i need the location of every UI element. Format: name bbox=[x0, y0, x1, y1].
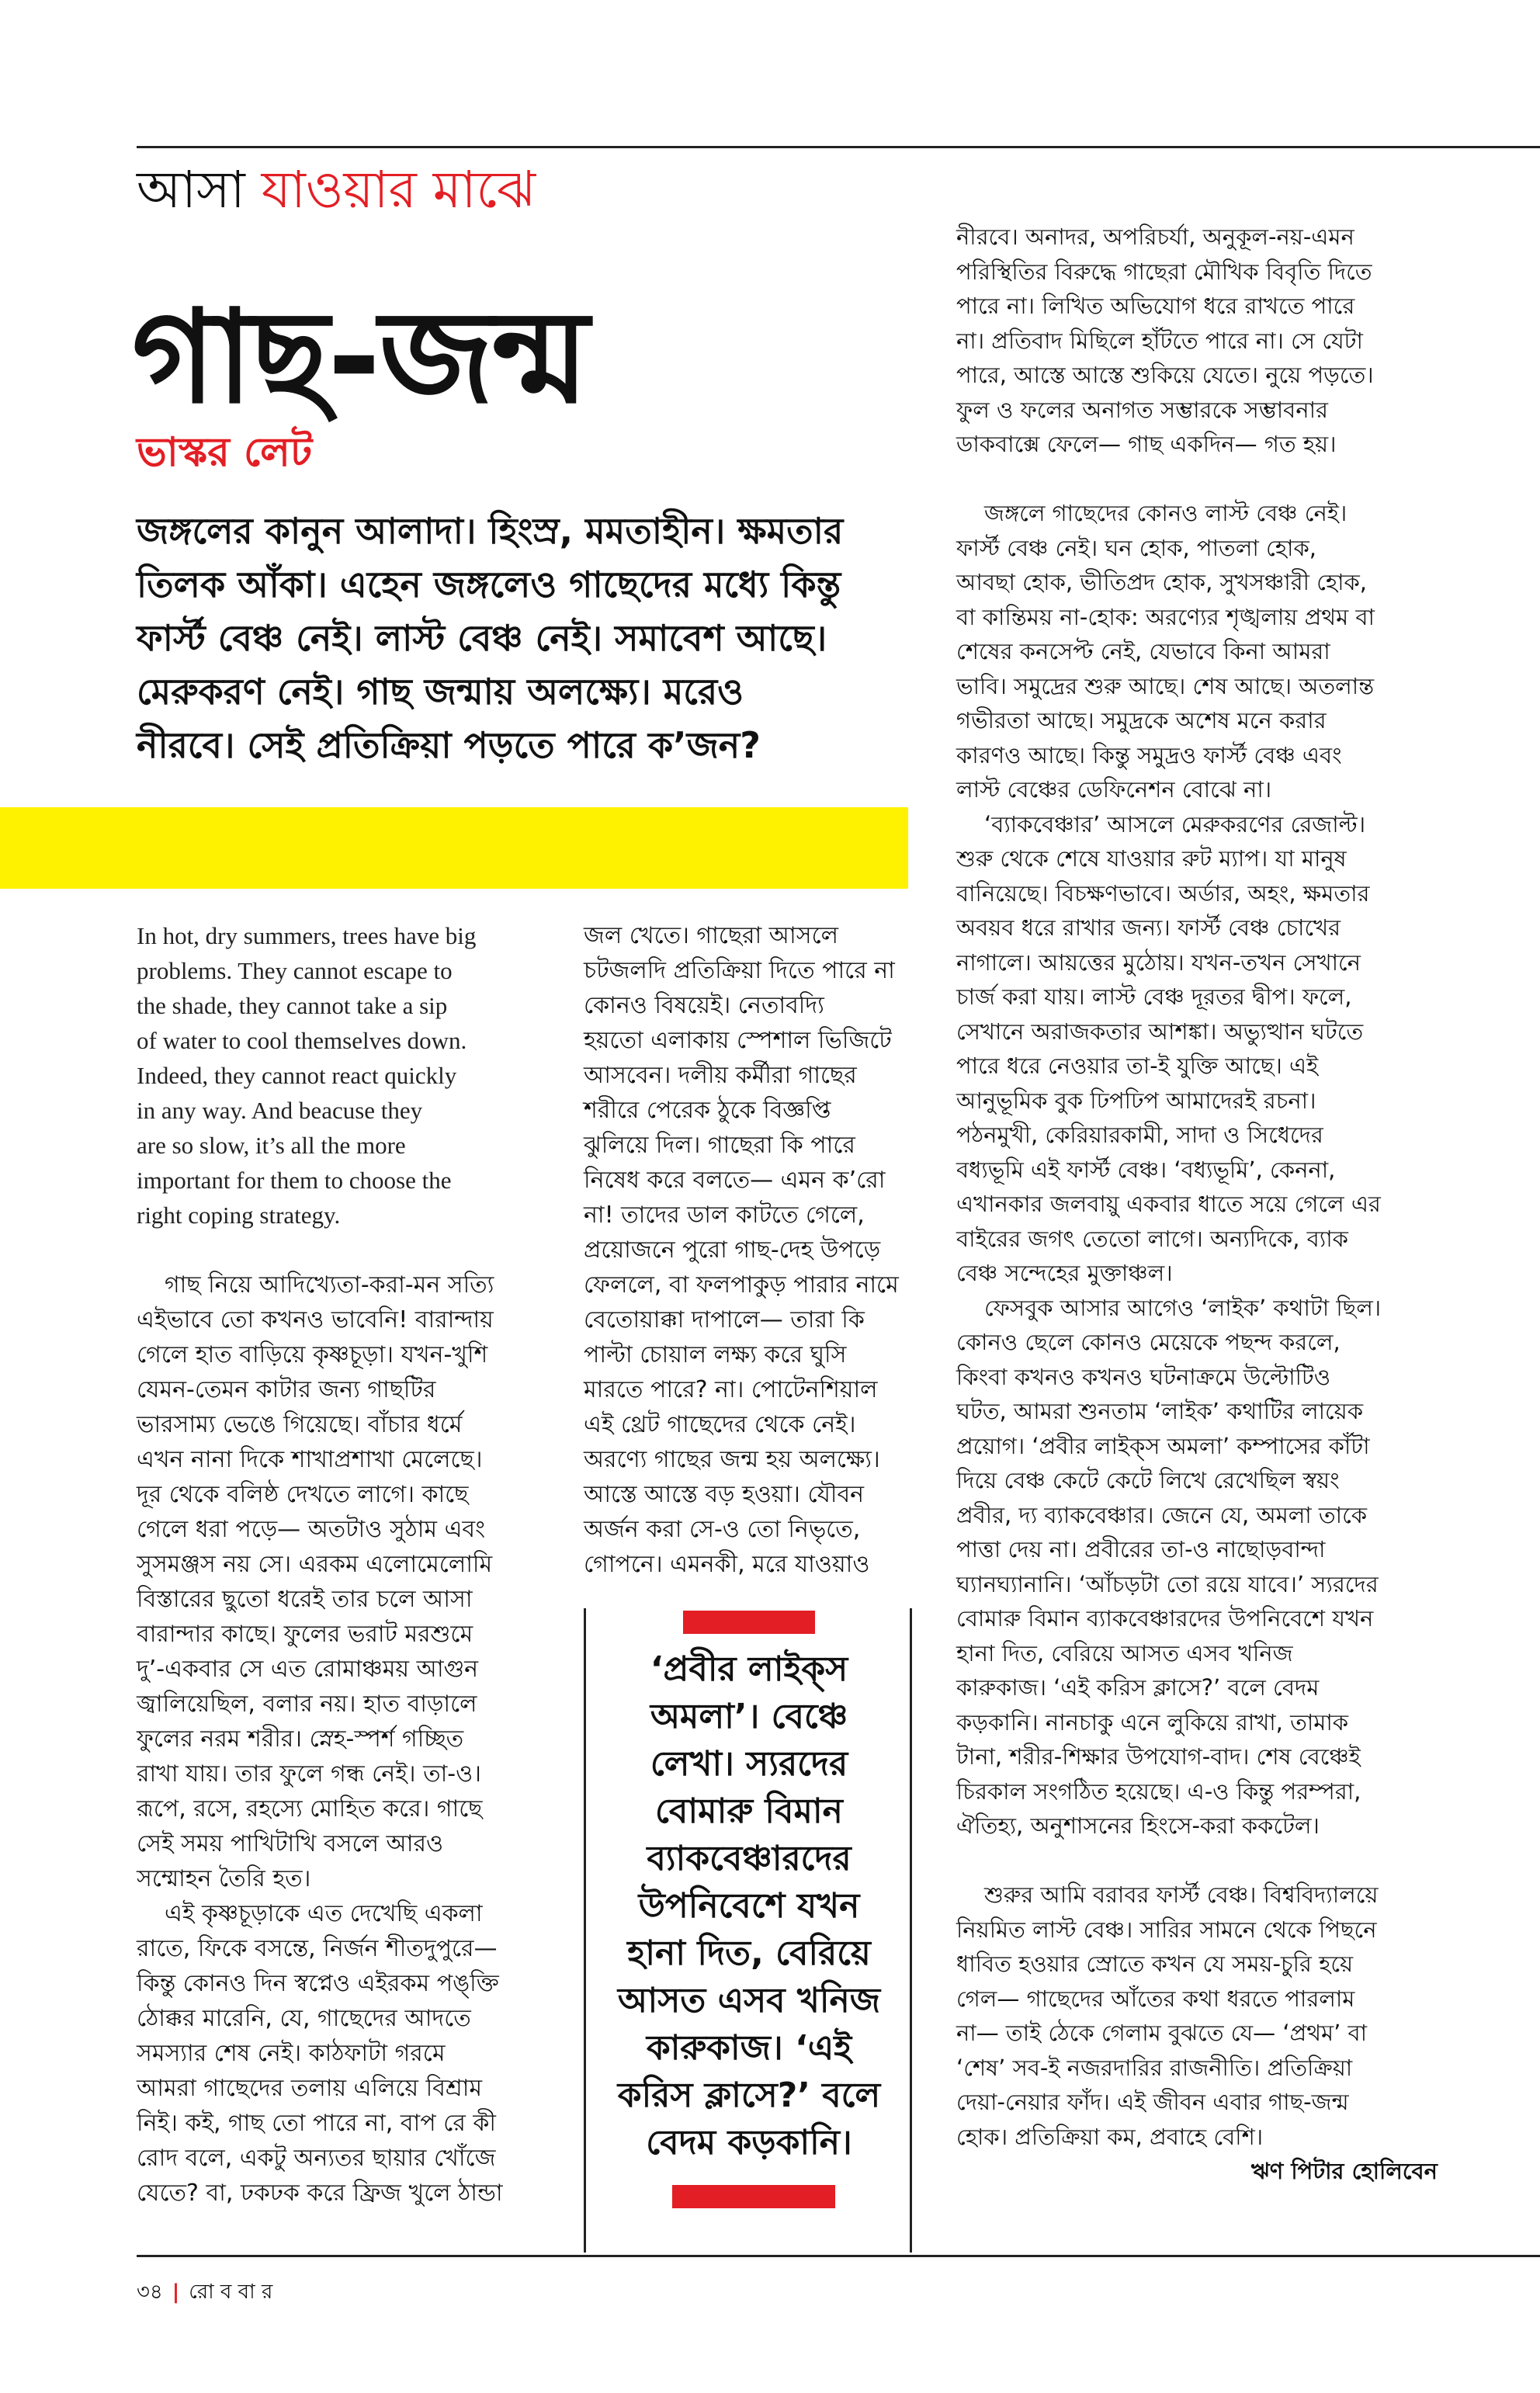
paragraph-line: এইভাবে তো কখনও ভাবেনি! বারান্দায় bbox=[137, 1306, 494, 1333]
pull-quote-line: লেখা। স্যরদের bbox=[650, 1744, 848, 1784]
paragraph-line: নিষেধ করে বলতে— এমন ক’রো bbox=[584, 1167, 886, 1194]
paragraph-line: ‘ব্যাকবেঞ্চার’ আসলে মেরুকরণের রেজাল্ট। bbox=[984, 810, 1366, 838]
page-number: ৩৪ bbox=[137, 2280, 163, 2304]
paragraph-line: পারে ধরে নেওয়ার তা-ই যুক্তি আছে। এই bbox=[956, 1053, 1319, 1079]
pull-quote-line: হানা দিত, বেরিয়ে bbox=[627, 1933, 871, 1973]
paragraph-line: দূর থেকে বলিষ্ঠ দেখতে লাগে। কাছে bbox=[137, 1481, 469, 1508]
pull-quote-bottom-bar bbox=[672, 2185, 835, 2208]
section-label bbox=[137, 155, 536, 225]
paragraph-line: কারুকাজ। ‘এই করিস ক্লাসে?’ বলে বেদম bbox=[956, 1674, 1320, 1701]
paragraph-line: আসবেন। দলীয় কর্মীরা গাছের bbox=[584, 1062, 857, 1089]
paragraph-gap bbox=[956, 1843, 1438, 1878]
article-title: গাছ-জন্ম bbox=[132, 283, 588, 432]
paragraph-line: গেলে হাত বাড়িয়ে কৃষ্ণচূড়া। যখন-খুশি bbox=[137, 1341, 488, 1368]
pull-quote-line: কারুকাজ। ‘এই bbox=[646, 2028, 852, 2068]
paragraph-line: সেখানে অরাজকতার আশঙ্কা। অভ্যুত্থান ঘটতে bbox=[956, 1018, 1364, 1045]
paragraph-line: কোনও ছেলে কোনও মেয়েকে পছন্দ করলে, bbox=[956, 1329, 1341, 1355]
body-column-middle bbox=[584, 918, 910, 1582]
paragraph-line: বোমারু বিমান ব্যাকবেঞ্চারদের উপনিবেশে যখন bbox=[956, 1605, 1374, 1632]
pull-quote-line: অমলা’। বেঞ্চে bbox=[650, 1697, 848, 1736]
paragraph-line: কোনও বিষয়েই। নেতাবদ্যি bbox=[584, 992, 824, 1019]
paragraph-line: ডাকবাক্সে ফেলে— গাছ একদিন— গত হয়। bbox=[956, 431, 1337, 457]
section-label-black: আসা bbox=[137, 160, 245, 220]
paragraph-line: ঘটত, আমরা শুনতাম ‘লাইক’ কথাটির লায়েক bbox=[956, 1398, 1364, 1424]
paragraph-line: গোপনে। এমনকী, মরে যাওয়াও bbox=[584, 1551, 870, 1578]
standfirst bbox=[137, 505, 913, 772]
paragraph-line: গেলে ধরা পড়ে— অতটাও সুঠাম এবং bbox=[137, 1516, 486, 1543]
paragraph-line: বা কান্তিময় না-হোক: অরণ্যের শৃঙ্খলায় প্রথম বা bbox=[956, 603, 1375, 630]
paragraph-line: দিয়ে বেঞ্চ কেটে কেটে লিখে রেখেছিল স্বয়ং bbox=[956, 1467, 1340, 1493]
paragraph-line: শরীরে পেরেক ঠুকে বিজ্ঞপ্তি bbox=[584, 1097, 831, 1124]
paragraph-line: ফেসবুক আসার আগেও ‘লাইক’ কথাটা ছিল। bbox=[984, 1294, 1382, 1321]
paragraph-line: বেঞ্চ সন্দেহের মুক্তাঞ্চল। bbox=[956, 1260, 1173, 1286]
epigraph-line: problems. They cannot escape to bbox=[137, 957, 453, 984]
paragraph-line: জ্বালিয়েছিল, বলার নয়। হাত বাড়ালে bbox=[137, 1691, 477, 1718]
epigraph-line: right coping strategy. bbox=[137, 1202, 341, 1229]
paragraph-line: ঐতিহ্য, অনুশাসনের হিংসে-করা ককটেল। bbox=[956, 1812, 1320, 1839]
pull-quote-line: করিস ক্লাসে?’ বলে bbox=[617, 2076, 881, 2115]
pull-quote-line: উপনিবেশে যখন bbox=[638, 1886, 860, 1926]
epigraph-line: are so slow, it’s all the more bbox=[137, 1132, 406, 1159]
epigraph-line: of water to cool themselves down. bbox=[137, 1027, 467, 1054]
paragraph-line: দেয়া-নেয়ার ফাঁদ। এই জীবন এবার গাছ-জন্ম bbox=[956, 2089, 1349, 2115]
paragraph-line: অবয়ব ধরে রাখার জন্য। ফার্স্ট বেঞ্চ চোখের bbox=[956, 914, 1341, 941]
page-footer bbox=[137, 2278, 272, 2306]
paragraph-line: ফেললে, বা ফলপাকুড় পারার নামে bbox=[584, 1271, 899, 1299]
paragraph-line: সমস্যার শেষ নেই। কাঠফাটা গরমে bbox=[137, 2040, 446, 2067]
paragraph-line: চার্জ করা যায়। লাস্ট বেঞ্চ দূরতর দ্বীপ। ফলে, bbox=[956, 983, 1352, 1010]
paragraph-line: চিরকাল সংগঠিত হয়েছে। এ-ও কিন্তু পরম্পরা, bbox=[956, 1777, 1361, 1805]
paragraph-line: বিস্তারের ছুতো ধরেই তার চলে আসা bbox=[137, 1586, 473, 1613]
paragraph-line: পাল্টা চোয়াল লক্ষ্য করে ঘুসি bbox=[584, 1341, 847, 1368]
body-column-right bbox=[956, 220, 1438, 2189]
paragraph-line: হয়তো এলাকায় স্পেশাল ভিজিটে bbox=[584, 1027, 892, 1054]
paragraph-line: টানা, শরীর-শিক্ষার উপযোগ-বাদ। শেষ বেঞ্চেই bbox=[956, 1743, 1361, 1770]
paragraph-line: না! তাদের ডাল কাটতে গেলে, bbox=[584, 1202, 865, 1229]
paragraph-line: পরিস্থিতির বিরুদ্ধে গাছেরা মৌখিক বিবৃতি দিতে bbox=[956, 258, 1372, 285]
standfirst-line: নীরবে। সেই প্রতিক্রিয়া পড়তে পারে ক’জন? bbox=[137, 724, 761, 766]
column-divider-right bbox=[910, 1608, 912, 2253]
paragraph-line: আমরা গাছেদের তলায় এলিয়ে বিশ্রাম bbox=[137, 2075, 483, 2102]
paragraph-line: না— তাই ঠেকে গেলাম বুঝতে যে— ‘প্রথম’ বা bbox=[956, 2020, 1368, 2046]
body-column-left bbox=[137, 1268, 556, 2211]
paragraph-line: ভাবি। সমুদ্রের শুরু আছে। শেষ আছে। অতলান্ত bbox=[956, 672, 1375, 699]
paragraph-line: রোদ বলে, একটু অন্যতর ছায়ার খোঁজে bbox=[137, 2145, 496, 2172]
epigraph-line: in any way. And beacuse they bbox=[137, 1097, 423, 1124]
paragraph-line: বারান্দার কাছে। ফুলের ভরাট মরশুমে bbox=[137, 1621, 473, 1648]
pull-quote bbox=[590, 1646, 908, 2166]
paragraph-line: শুরু থেকে শেষে যাওয়ার রুট ম্যাপ। যা মানুষ bbox=[956, 845, 1347, 872]
paragraph-line: সেই সময় পাখিটাখি বসলে আরও bbox=[137, 1830, 444, 1857]
paragraph-line: আনুভূমিক বুক ঢিপঢিপ আমাদেরই রচনা। bbox=[956, 1087, 1316, 1114]
paragraph-line: যেমন-তেমন কাটার জন্য গাছটির bbox=[137, 1376, 436, 1403]
pull-quote-top-bar bbox=[683, 1611, 815, 1634]
paragraph-line: আস্তে আস্তে বড় হওয়া। যৌবন bbox=[584, 1481, 865, 1508]
paragraph-line: এখানকার জলবায়ু একবার ধাতে সয়ে গেলে এর bbox=[956, 1191, 1381, 1217]
paragraph-line: পারে না। লিখিত অভিযোগ ধরে রাখতে পারে bbox=[956, 293, 1355, 319]
paragraph-line: কিন্তু কোনও দিন স্বপ্নেও এইরকম পঙ্‌ক্তি bbox=[137, 1970, 499, 1997]
paragraph-line: যেতে? বা, ঢকঢক করে ফ্রিজ খুলে ঠান্ডা bbox=[137, 2180, 503, 2207]
paragraph-gap bbox=[956, 462, 1438, 497]
paragraph-line: দু’-একবার সে এত রোমাঞ্চময় আগুন bbox=[137, 1656, 479, 1683]
paragraph-line: সম্মোহন তৈরি হত। bbox=[137, 1865, 311, 1892]
pull-quote-line: বেদম কড়কানি। bbox=[646, 2123, 852, 2162]
paragraph-line: ফুল ও ফলের অনাগত সম্ভারকে সম্ভাবনার bbox=[956, 396, 1328, 423]
paragraph-line: এখন নানা দিকে শাখাপ্রশাখা মেলেছে। bbox=[137, 1446, 483, 1473]
pull-quote-line: ‘প্রবীর লাইক্‌স bbox=[650, 1649, 848, 1689]
epigraph-line: Indeed, they cannot react quickly bbox=[137, 1062, 457, 1089]
standfirst-line: জঙ্গলের কানুন আলাদা। হিংস্র, মমতাহীন। ক্ষমতার bbox=[137, 510, 844, 552]
pull-quote-line: আসত এসব খনিজ bbox=[617, 1981, 881, 2020]
epigraph-line: important for them to choose the bbox=[137, 1167, 452, 1194]
paragraph-line: কিংবা কখনও কখনও ঘটনাক্রমে উল্টোটিও bbox=[956, 1363, 1331, 1390]
paragraph-line: কারণও আছে। কিন্তু সমুদ্রও ফার্স্ট বেঞ্চ এবং bbox=[956, 741, 1342, 768]
paragraph-line: রাতে, ফিকে বসন্তে, নির্জন শীতদুপুরে— bbox=[137, 1935, 498, 1962]
paragraph-line: রাখা যায়। তার ফুলে গন্ধ নেই। তা-ও। bbox=[137, 1760, 481, 1788]
paragraph-line: সুসমঞ্জস নয় সে। এরকম এলোমেলোমি bbox=[137, 1551, 493, 1578]
paragraph-line: বাইরের জগৎ তেতো লাগে। অন্যদিকে, ব্যাক bbox=[956, 1225, 1348, 1252]
paragraph-line: প্রবীর, দ্য ব্যাকবেঞ্চার। জেনে যে, অমলা তাকে bbox=[956, 1501, 1368, 1528]
paragraph-line: ‘শেষ’ সব-ই নজরদারির রাজনীতি। প্রতিক্রিয়া bbox=[956, 2054, 1353, 2081]
paragraph-line: শেষের কনসেপ্ট নেই, যেভাবে কিনা আমরা bbox=[956, 638, 1330, 664]
paragraph-line: কড়কানি। নানচাকু এনে লুকিয়ে রাখা, তামাক bbox=[956, 1708, 1349, 1736]
paragraph-line: গভীরতা আছে। সমুদ্রকে অশেষ মনে করার bbox=[956, 707, 1327, 734]
english-epigraph bbox=[137, 918, 525, 1233]
paragraph-line: জল খেতে। গাছেরা আসলে bbox=[584, 922, 838, 949]
paragraph-line: গাছ নিয়ে আদিখ্যেতা-করা-মন সত্যি bbox=[165, 1271, 494, 1299]
paragraph-line: মারতে পারে? না। পোটেনশিয়াল bbox=[584, 1376, 878, 1403]
yellow-decorative-band bbox=[0, 807, 908, 889]
paragraph-line: না। প্রতিবাদ মিছিলে হাঁটতে পারে না। সে যেটা bbox=[956, 327, 1363, 354]
author-byline: ভাস্কর লেট bbox=[137, 429, 313, 476]
paragraph-line: ফুলের নরম শরীর। স্নেহ-স্পর্শ গচ্ছিত bbox=[137, 1725, 464, 1753]
paragraph-line: বধ্যভূমি এই ফার্স্ট বেঞ্চ। ‘বধ্যভূমি’, কেননা, bbox=[956, 1156, 1336, 1183]
paragraph-line: নিই। কই, গাছ তো পারে না, বাপ রে কী bbox=[137, 2110, 496, 2137]
top-rule bbox=[137, 146, 1540, 148]
paragraph-line: শুরুর আমি বরাবর ফার্স্ট বেঞ্চ। বিশ্ববিদ্যালয়ে bbox=[984, 1881, 1379, 1908]
paragraph-line: প্রয়োগ। ‘প্রবীর লাইক্‌স অমলা’ কম্পাসের কাঁটা bbox=[956, 1432, 1370, 1459]
paragraph-line: ঘ্যানঘ্যানানি। ‘আঁচড়টা তো রয়ে যাবে।’ স্যরদের bbox=[956, 1570, 1379, 1597]
paragraph-line: বেতোয়াক্কা দাপালে— তারা কি bbox=[584, 1306, 865, 1333]
paragraph-line: এই কৃষ্ণচূড়াকে এত দেখেছি একলা bbox=[165, 1900, 483, 1927]
paragraph-line: অর্জন করা সে-ও তো নিভৃতে, bbox=[584, 1516, 861, 1543]
pull-quote-line: বোমারু বিমান bbox=[655, 1791, 843, 1831]
paragraph-line: ঠোক্কর মারেনি, যে, গাছেদের আদতে bbox=[137, 2005, 471, 2032]
paragraph-line: নীরবে। অনাদর, অপরিচর্যা, অনুকূল-নয়-এমন bbox=[956, 224, 1354, 250]
paragraph-line: ফার্স্ট বেঞ্চ নেই। ঘন হোক, পাতলা হোক, bbox=[956, 534, 1316, 561]
paragraph-line: হানা দিত, বেরিয়ে আসত এসব খনিজ bbox=[956, 1639, 1293, 1666]
pull-quote-line: ব্যাকবেঞ্চারদের bbox=[647, 1839, 852, 1878]
paragraph-line: আবছা হোক, ভীতিপ্রদ হোক, সুখসঞ্চারী হোক, bbox=[956, 569, 1367, 595]
source-credit: ঋণ পিটার হোলিবেন bbox=[1250, 2158, 1438, 2184]
standfirst-line: মেরুকরণ নেই। গাছ জন্মায় অলক্ষ্যে। মরেও bbox=[137, 671, 744, 713]
paragraph-line: জঙ্গলে গাছেদের কোনও লাস্ট বেঞ্চ নেই। bbox=[984, 500, 1348, 526]
paragraph-line: লাস্ট বেঞ্চের ডেফিনেশন বোঝে না। bbox=[956, 776, 1272, 803]
epigraph-line: In hot, dry summers, trees have big bbox=[137, 922, 477, 949]
paragraph-line: নাগালে। আয়ত্তের মুঠোয়। যখন-তখন সেখানে bbox=[956, 949, 1361, 976]
magazine-name: রো ব বা র bbox=[189, 2280, 273, 2304]
paragraph-line: নিয়মিত লাস্ট বেঞ্চ। সারির সামনে থেকে পিছনে bbox=[956, 1916, 1377, 1943]
paragraph-line: ঝুলিয়ে দিল। গাছেরা কি পারে bbox=[584, 1132, 855, 1159]
paragraph-line: ভারসাম্য ভেঙে গিয়েছে। বাঁচার ধর্মে bbox=[137, 1411, 463, 1438]
section-label-red: যাওয়ার মাঝে bbox=[261, 160, 536, 220]
paragraph-line: পঠনমুখী, কেরিয়ারকামী, সাদা ও সিধেদের bbox=[956, 1122, 1323, 1148]
paragraph-line: ধাবিত হওয়ার স্রোতে কখন যে সময়-চুরি হয়ে bbox=[956, 1951, 1354, 1977]
paragraph-line: এই থ্রেট গাছেদের থেকে নেই। bbox=[584, 1411, 856, 1438]
paragraph-line: হোক। প্রতিক্রিয়া কম, প্রবাহে বেশি। bbox=[956, 2123, 1264, 2150]
paragraph-line: গেল— গাছেদের আঁতের কথা ধরতে পারলাম bbox=[956, 1985, 1355, 2012]
paragraph-line: অরণ্যে গাছের জন্ম হয় অলক্ষ্যে। bbox=[584, 1446, 880, 1473]
column-divider-left bbox=[584, 1608, 586, 2253]
standfirst-line: তিলক আঁকা। এহেন জঙ্গলেও গাছেদের মধ্যে কিন্তু bbox=[137, 564, 841, 605]
paragraph-line: চটজলদি প্রতিক্রিয়া দিতে পারে না bbox=[584, 957, 895, 984]
footer-separator: | bbox=[172, 2280, 180, 2304]
paragraph-line: পারে, আস্তে আস্তে শুকিয়ে যেতে। নুয়ে পড়তে। bbox=[956, 362, 1374, 388]
paragraph-line: রূপে, রসে, রহস্যে মোহিত করে। গাছে bbox=[137, 1795, 483, 1822]
paragraph-line: বানিয়েছে। বিচক্ষণভাবে। অর্ডার, অহং, ক্ষমতার bbox=[956, 879, 1370, 907]
epigraph-line: the shade, they cannot take a sip bbox=[137, 992, 448, 1019]
bottom-rule bbox=[137, 2255, 1540, 2257]
standfirst-line: ফার্স্ট বেঞ্চ নেই। লাস্ট বেঞ্চ নেই। সমাবেশ আছে। bbox=[137, 617, 827, 659]
paragraph-line: পাত্তা দেয় না। প্রবীরের তা-ও নাছোড়বান্দা bbox=[956, 1536, 1326, 1562]
paragraph-line: প্রয়োজনে পুরো গাছ-দেহ উপড়ে bbox=[584, 1236, 881, 1264]
